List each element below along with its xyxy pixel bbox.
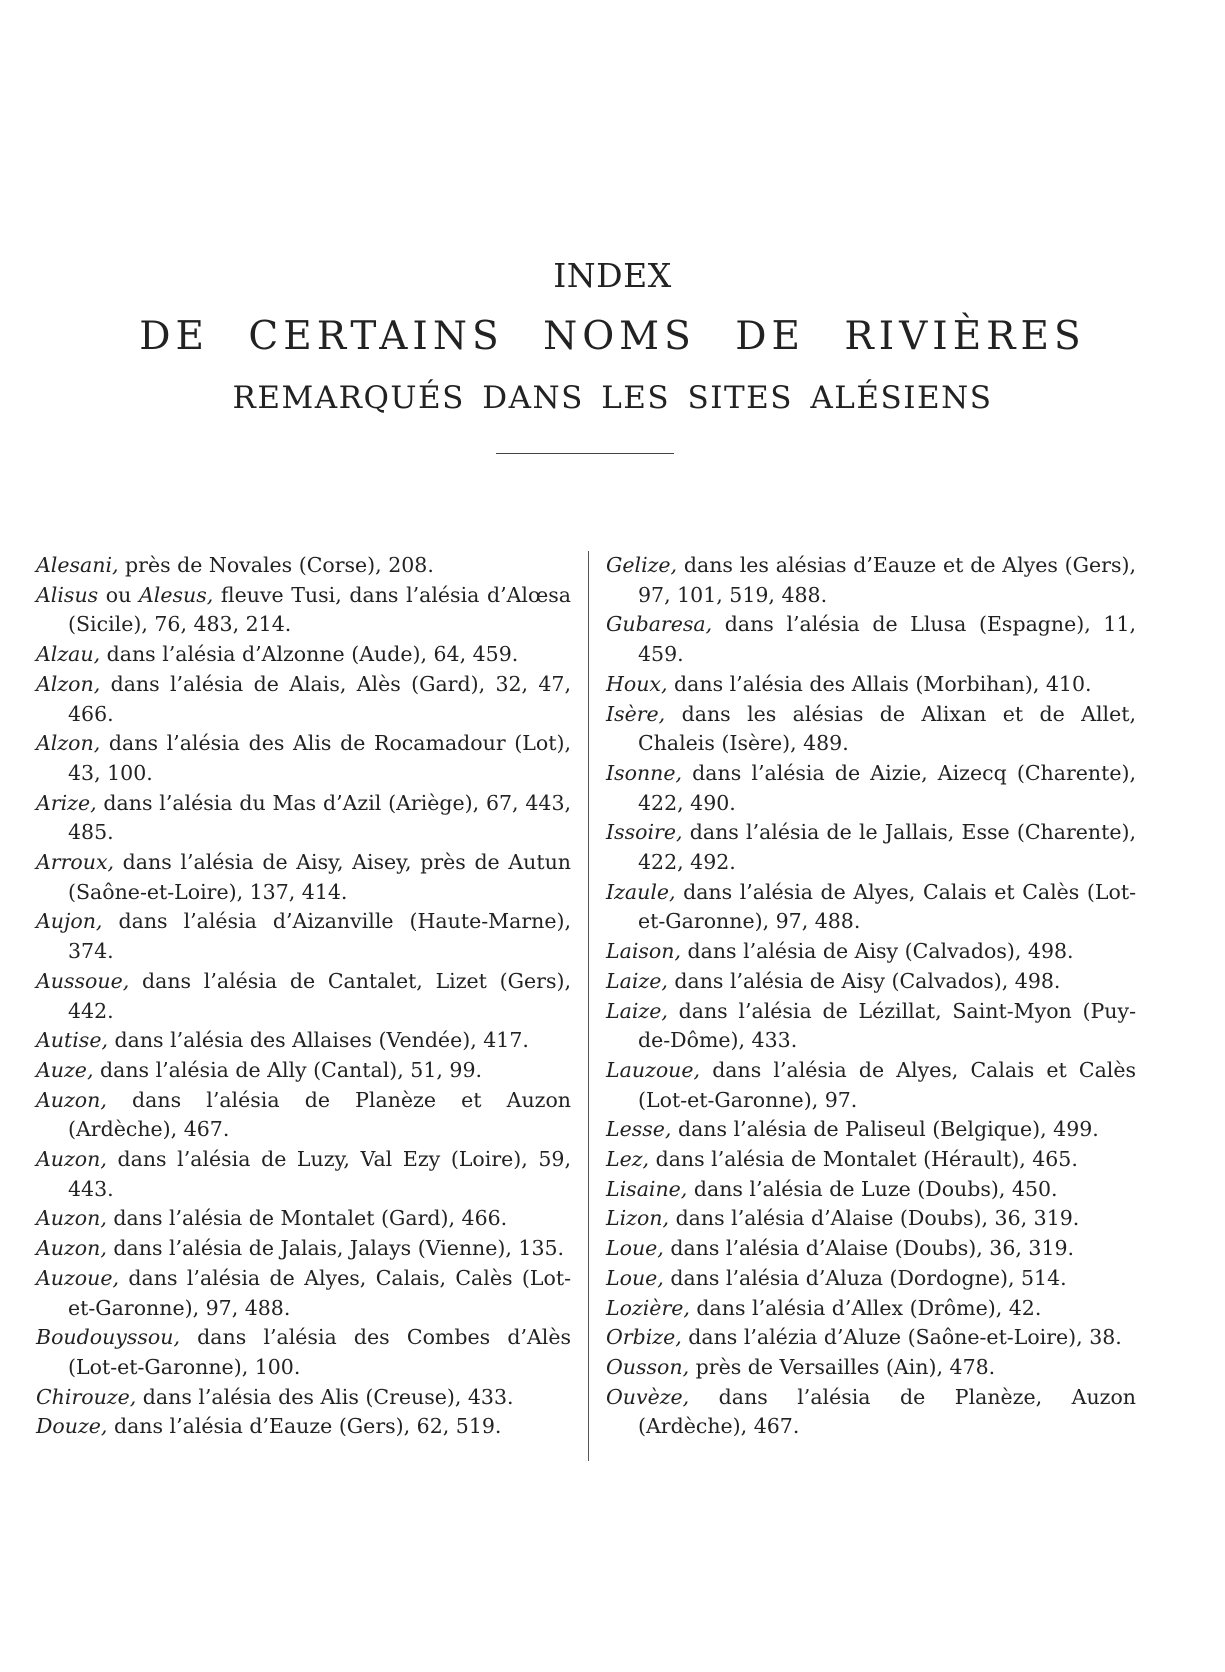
river-name: Isère, xyxy=(606,701,666,726)
entry-text: dans l’alésia d’Alzonne (Aude), 64, 459. xyxy=(100,642,519,667)
entry-text: dans l’alésia d’Alaise (Doubs), 36, 319. xyxy=(669,1206,1080,1231)
river-name: Alzon, xyxy=(36,731,101,756)
entry-text: dans l’alésia des Allais (Morbihan), 410. xyxy=(667,671,1092,696)
index-entry xyxy=(36,907,571,966)
index-entry xyxy=(36,1383,571,1413)
index-entry xyxy=(606,759,1136,818)
entry-text: dans l’alésia de Cantalet, Lizet (Gers), 442. xyxy=(68,968,571,1023)
river-name: Auzon, xyxy=(36,1236,107,1261)
entry-text: dans l’alésia d’Aizanville (Haute-Marne), 374. xyxy=(68,909,571,964)
entry-text: dans l’alésia de Aisy, Aisey, près de Autun (Saône-et-Loire), 137, 414. xyxy=(68,850,571,904)
index-title: INDEX xyxy=(553,256,672,295)
title-rule xyxy=(496,453,674,454)
entry-text: dans l’alésia de Alyes, Calais, Calès (Lot-et-Garonne), 97, 488. xyxy=(68,1265,571,1320)
river-name: Houx, xyxy=(606,671,668,696)
entry-text: dans l’alésia de Luze (Doubs), 450. xyxy=(687,1176,1058,1201)
index-entry xyxy=(606,670,1136,700)
entry-text: dans l’alésia de Luzy, Val Ezy (Loire), 59, 443. xyxy=(68,1147,571,1201)
index-entry xyxy=(606,937,1136,967)
index-entry xyxy=(606,1294,1136,1324)
entry-text: dans l’alésia de Montalet (Hérault), 465. xyxy=(649,1147,1078,1172)
index-entry xyxy=(36,1323,571,1382)
river-name: Boudouyssou, xyxy=(36,1325,180,1350)
index-entry xyxy=(606,997,1136,1056)
index-entry xyxy=(36,1056,571,1086)
entry-text: dans l’alésia de Lézillat, Saint-Myon (Puy-de-Dôme), 433. xyxy=(638,998,1136,1053)
index-entry xyxy=(36,1026,571,1056)
entry-text: dans l’alésia d’Aluza (Dordogne), 514. xyxy=(663,1265,1067,1290)
entry-text: fleuve Tusi, dans l’alésia d’Alœsa (Sicile), 76, 483, 214. xyxy=(68,582,572,637)
entry-text: dans l’alésia de le Jallais, Esse (Charente), 422, 492. xyxy=(638,820,1136,875)
index-entry xyxy=(606,878,1136,937)
index-entry xyxy=(606,1145,1136,1175)
left-column xyxy=(36,551,571,1442)
river-name: Arize, xyxy=(36,790,97,815)
index-entry xyxy=(606,1204,1136,1234)
index-entry xyxy=(606,1234,1136,1264)
river-name: Lauzoue, xyxy=(606,1057,701,1082)
entry-text: dans l’alésia du Mas d’Azil (Ariège), 67, 443, 485. xyxy=(68,790,571,845)
river-name: Laize, xyxy=(606,998,668,1023)
index-entry xyxy=(606,967,1136,997)
entry-text: dans l’alésia de Ally (Cantal), 51, 99. xyxy=(93,1057,483,1082)
entry-text: dans les alésias de Alixan et de Allet, Chaleis (Isère), 489. xyxy=(638,701,1136,756)
index-entry xyxy=(606,1383,1136,1442)
index-subtitle: DE CERTAINS NOMS DE RIVIÈRES xyxy=(139,314,1086,359)
entry-text: près de Novales (Corse), 208. xyxy=(118,553,434,577)
river-name: Auzon, xyxy=(36,1147,107,1172)
entry-text: dans l’alésia de Planèze, Auzon (Ardèche), 467. xyxy=(638,1384,1136,1439)
entry-text: dans l’alésia d’Eauze (Gers), 62, 519. xyxy=(107,1414,502,1439)
entry-text: dans l’alésia de Jalais, Jalays (Vienne), 135. xyxy=(106,1236,565,1261)
index-entry xyxy=(606,1115,1136,1145)
river-name: Alzau, xyxy=(36,642,101,667)
entry-text: près de Versailles (Ain), 478. xyxy=(689,1354,996,1379)
river-name: Ouvèze, xyxy=(606,1384,690,1409)
index-entry xyxy=(36,1234,571,1264)
river-name: Lisaine, xyxy=(606,1176,688,1201)
river-name: Laize, xyxy=(606,968,668,993)
river-name: Isonne, xyxy=(606,760,683,785)
index-entry xyxy=(36,640,571,670)
right-column xyxy=(606,551,1136,1442)
river-name: Alisus xyxy=(36,582,99,607)
entry-text: dans l’alésia des Allaises (Vendée), 417. xyxy=(107,1028,529,1053)
index-entry xyxy=(36,967,571,1026)
river-name: Alesani, xyxy=(36,553,119,577)
index-entry xyxy=(36,1145,571,1204)
column-divider xyxy=(588,551,589,1461)
river-name: Izaule, xyxy=(606,879,676,904)
river-name: Gelize, xyxy=(606,553,678,577)
index-entry xyxy=(36,1086,571,1145)
entry-text: dans l’alésia de Paliseul (Belgique), 499. xyxy=(671,1117,1099,1142)
river-name: Alesus, xyxy=(139,582,214,607)
entry-text: dans les alésias d’Eauze et de Alyes (Gers), 97, 101, 519, 488. xyxy=(638,553,1136,607)
index-entry xyxy=(36,1412,571,1442)
entry-text: ou xyxy=(98,582,139,607)
river-name: Loue, xyxy=(606,1236,664,1261)
river-name: Douze, xyxy=(36,1414,108,1439)
entry-text: dans l’alésia de Montalet (Gard), 466. xyxy=(106,1206,508,1231)
index-entry xyxy=(36,1264,571,1323)
entry-text: dans l’alézia d’Aluze (Saône-et-Loire), 38. xyxy=(681,1325,1122,1350)
index-entry xyxy=(606,610,1136,669)
entry-text: dans l’alésia de Llusa (Espagne), 11, 459. xyxy=(638,612,1136,667)
river-name: Lizon, xyxy=(606,1206,670,1231)
river-name: Auzon, xyxy=(36,1087,107,1112)
river-name: Laison, xyxy=(606,939,681,964)
river-name: Auzoue, xyxy=(36,1265,120,1290)
index-subsubtitle: REMARQUÉS DANS LES SITES ALÉSIENS xyxy=(232,380,993,416)
index-entry xyxy=(606,1353,1136,1383)
entry-text: dans l’alésia de Planèze et Auzon (Ardèche), 467. xyxy=(68,1087,571,1142)
index-entry xyxy=(606,1056,1136,1115)
index-entry xyxy=(36,848,571,907)
river-name: Lozière, xyxy=(606,1295,690,1320)
index-entry xyxy=(36,551,571,581)
river-name: Arroux, xyxy=(36,850,115,875)
river-name: Lesse, xyxy=(606,1117,672,1142)
entry-text: dans l’alésia de Aisy (Calvados), 498. xyxy=(667,968,1061,993)
index-entry xyxy=(36,789,571,848)
index-entry xyxy=(606,1175,1136,1205)
entry-text: dans l’alésia d’Allex (Drôme), 42. xyxy=(689,1295,1042,1320)
entry-text: dans l’alésia de Alyes, Calais et Calès (Lot-et-Garonne), 97, 488. xyxy=(638,879,1136,934)
index-entry xyxy=(606,1323,1136,1353)
river-name: Aujon, xyxy=(36,909,103,934)
entry-text: dans l’alésia des Alis de Rocamadour (Lot), 43, 100. xyxy=(68,731,571,785)
river-name: Chirouze, xyxy=(36,1384,137,1409)
index-entry xyxy=(36,729,571,788)
index-entry xyxy=(606,551,1136,610)
river-name: Aussoue, xyxy=(36,968,130,993)
river-name: Auzon, xyxy=(36,1206,107,1231)
entry-text: dans l’alésia d’Alaise (Doubs), 36, 319. xyxy=(663,1236,1075,1261)
index-entry xyxy=(36,670,571,729)
entry-text: dans l’alésia de Alais, Alès (Gard), 32, 47, 466. xyxy=(68,671,571,726)
river-name: Alzon, xyxy=(36,671,101,696)
index-entry xyxy=(36,1204,571,1234)
river-name: Lez, xyxy=(606,1147,650,1172)
river-name: Loue, xyxy=(606,1265,664,1290)
index-entry xyxy=(36,581,571,640)
entry-text: dans l’alésia de Aisy (Calvados), 498. xyxy=(680,939,1074,964)
river-name: Ousson, xyxy=(606,1354,690,1379)
entry-text: dans l’alésia de Alyes, Calais et Calès (Lot-et-Garonne), 97. xyxy=(638,1057,1136,1112)
river-name: Autise, xyxy=(36,1028,108,1053)
river-name: Issoire, xyxy=(606,820,683,845)
entry-text: dans l’alésia des Alis (Creuse), 433. xyxy=(136,1384,514,1409)
index-entry xyxy=(606,700,1136,759)
river-name: Gubaresa, xyxy=(606,612,713,637)
entry-text: dans l’alésia des Combes d’Alès (Lot-et-Garonne), 100. xyxy=(68,1325,571,1379)
entry-text: dans l’alésia de Aizie, Aizecq (Charente), 422, 490. xyxy=(638,760,1136,815)
index-entry xyxy=(606,1264,1136,1294)
river-name: Auze, xyxy=(36,1057,94,1082)
index-entry xyxy=(606,818,1136,877)
river-name: Orbize, xyxy=(606,1325,682,1350)
